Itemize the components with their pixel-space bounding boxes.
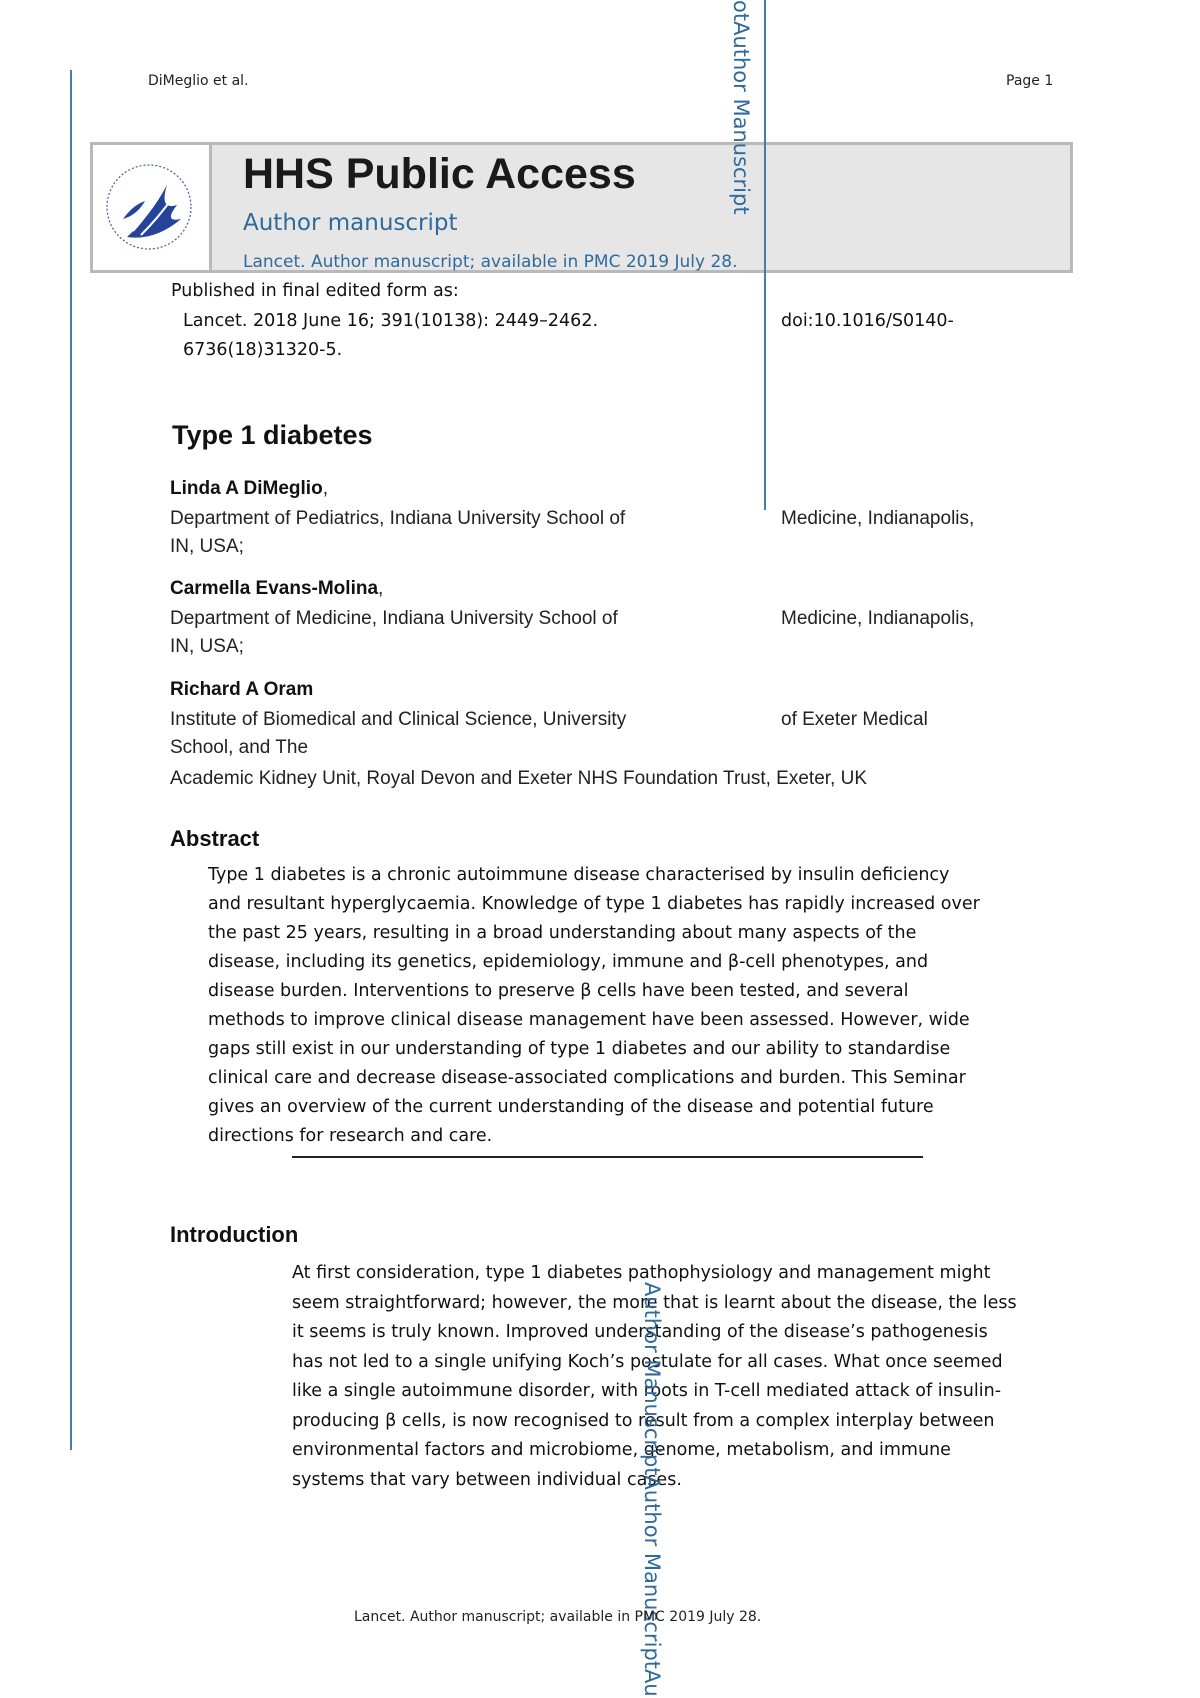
author-3-aff-line2: School, and The — [170, 737, 309, 758]
abstract-line: clinical care and decrease disease-associated complications and burden. This Seminar — [208, 1068, 966, 1088]
intro-line: producing β cells, is now recognised to result from a complex interplay between — [292, 1410, 995, 1431]
abstract-heading: Abstract — [170, 826, 260, 851]
hhs-subtitle: Author manuscript — [243, 210, 458, 236]
intro-line: like a single autoimmune disorder, with roots in T-cell mediated attack of insulin- — [292, 1381, 1002, 1401]
abstract-line: the past 25 years, resulting in a broad understanding about many aspects of the — [208, 923, 917, 943]
abstract-line: gives an overview of the current understanding of the disease and potential future — [208, 1097, 934, 1117]
intro-line: has not led to a single unifying Koch’s postulate for all cases. What once seemed — [292, 1351, 1003, 1372]
author-3-aff-line3: Academic Kidney Unit, Royal Devon and Exeter NHS Foundation Trust, Exeter, UK — [170, 768, 867, 789]
hhs-logo — [90, 142, 212, 273]
author-2-aff-line2: IN, USA; — [170, 636, 244, 657]
author-1-aff-left: Department of Pediatrics, Indiana University School of — [170, 508, 626, 529]
author-1-aff-right: Medicine, Indianapolis, — [781, 508, 975, 529]
doi-part2: 6736(18)31320-5. — [183, 340, 343, 360]
author-3-aff-right: of Exeter Medical — [781, 709, 928, 730]
abstract-line: disease, including its genetics, epidemiology, immune and β-cell phenotypes, and — [208, 952, 929, 972]
abstract-line: disease burden. Interventions to preserve β cells have been tested, and several — [208, 981, 909, 1001]
author-name: Linda A DiMeglio — [170, 478, 323, 499]
intro-line: At first consideration, type 1 diabetes pathophysiology and management might — [292, 1263, 991, 1283]
article-title: Type 1 diabetes — [172, 420, 373, 450]
abstract-line: Type 1 diabetes is a chronic autoimmune disease characterised by insulin deficiency — [208, 865, 950, 885]
abstract-line: gaps still exist in our understanding of type 1 diabetes and our ability to standardise — [208, 1039, 951, 1059]
author-suffix: , — [322, 478, 328, 499]
page-number: Page 1 — [1006, 73, 1054, 89]
author-1-aff-line2: IN, USA; — [170, 536, 244, 557]
hhs-eagle-logo-icon — [93, 145, 209, 270]
top-watermark-text: otAuthor Manuscript — [729, 0, 753, 215]
doi-part1: doi:10.1016/S0140- — [781, 311, 954, 331]
abstract-line: and resultant hyperglycaemia. Knowledge of type 1 diabetes has rapidly increased over — [208, 894, 980, 914]
intro-line: systems that vary between individual cases. — [292, 1469, 682, 1490]
abstract-body — [208, 865, 980, 1155]
hhs-availability: Lancet. Author manuscript; available in PMC 2019 July 28. — [243, 252, 738, 272]
author-2 — [170, 578, 383, 600]
citation-line: Lancet. 2018 June 16; 391(10138): 2449–2462. — [183, 311, 599, 331]
author-name: Richard A Oram — [170, 679, 314, 700]
author-3-aff-left: Institute of Biomedical and Clinical Science, University — [170, 709, 627, 730]
author-3 — [170, 679, 313, 701]
author-name: Carmella Evans-Molina — [170, 578, 379, 599]
author-2-aff-right: Medicine, Indianapolis, — [781, 608, 975, 629]
abstract-divider — [292, 1156, 923, 1158]
published-label: Published in final edited form as: — [171, 281, 459, 301]
running-author: DiMeglio et al. — [148, 73, 249, 89]
footer-text: Lancet. Author manuscript; available in PMC 2019 July 28. — [354, 1609, 762, 1625]
intro-line: environmental factors and microbiome, genome, metabolism, and immune — [292, 1440, 951, 1460]
hhs-title: HHS Public Access — [243, 150, 636, 198]
author-2-aff-left: Department of Medicine, Indiana University School of — [170, 608, 618, 629]
left-margin-rule — [70, 70, 72, 1450]
author-suffix: , — [378, 578, 384, 599]
bottom-watermark-text: Author ManuscriptAuthor ManuscriptAu — [640, 1282, 664, 1697]
author-1 — [170, 478, 328, 500]
intro-heading: Introduction — [170, 1222, 299, 1247]
abstract-line: directions for research and care. — [208, 1126, 493, 1146]
abstract-line: methods to improve clinical disease management have been assessed. However, wide — [208, 1010, 970, 1030]
intro-line: it seems is truly known. Improved understanding of the disease’s pathogenesis — [292, 1322, 988, 1342]
intro-line: seem straightforward; however, the more that is learnt about the disease, the less — [292, 1292, 1017, 1313]
top-watermark-rule — [764, 0, 766, 510]
